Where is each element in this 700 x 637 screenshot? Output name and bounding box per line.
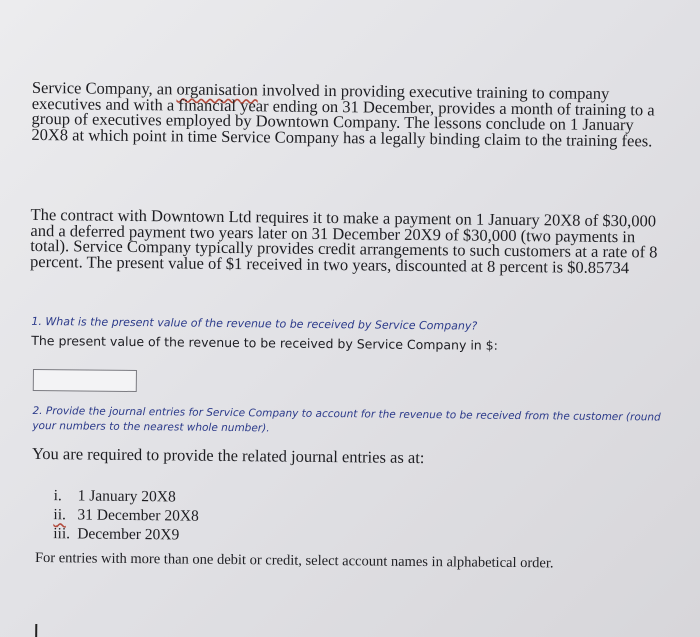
question-2-prompt: 2. Provide the journal entries for Service Company to account for the revenue to be received from the customer (round your numbers to the nearest whole number).	[32, 404, 661, 435]
journal-date-item	[53, 505, 199, 526]
journal-date-item	[53, 524, 199, 545]
paragraph1-start: Service Company, an	[31, 77, 177, 99]
text-cursor	[35, 624, 37, 637]
date-label: December 20X9	[77, 525, 180, 544]
entries-instruction: For entries with more than one debit or credit, select account names in alphabetical order.	[34, 549, 554, 572]
journal-requirement: You are required to provide the related journal entries as at:	[31, 443, 425, 468]
date-number: i.	[53, 487, 62, 505]
question-1-label: The present value of the revenue to be received by Service Company in $:	[31, 332, 498, 353]
journal-date-item	[54, 486, 200, 507]
scenario-paragraph-1	[31, 77, 672, 150]
paragraph1-rest: involved in providing executive training to company executives and with a financial year ending on 31 December, provides a month of training to a group of executives employed by Downtown Company. The lessons conclude on 1 January 20X8 at which point in time Service Company has a legally binding claim to the training fees.	[31, 80, 655, 150]
present-value-answer-input[interactable]	[33, 369, 137, 392]
date-number: ii.	[53, 506, 67, 524]
date-label: 31 December 20X8	[77, 506, 199, 525]
date-number: iii.	[53, 525, 71, 543]
date-label: 1 January 20X8	[77, 487, 176, 506]
scenario-paragraph-2: The contract with Downtown Ltd requires it to make a payment on 1 January 20X8 of $30,000 and a deferred payment two years later on 31 December 20X9 of $30,000 (two payments in total). Service Company typically provides credit arrangements to such customers at a rate of 8 percent. The present value of $1 received in two years, discounted at 8 percent is $0.85734	[30, 204, 658, 277]
spellcheck-word: organisation	[176, 79, 258, 100]
journal-date-list	[53, 486, 199, 545]
question-1-prompt: 1. What is the present value of the revenue to be received by Service Company?	[31, 314, 478, 333]
